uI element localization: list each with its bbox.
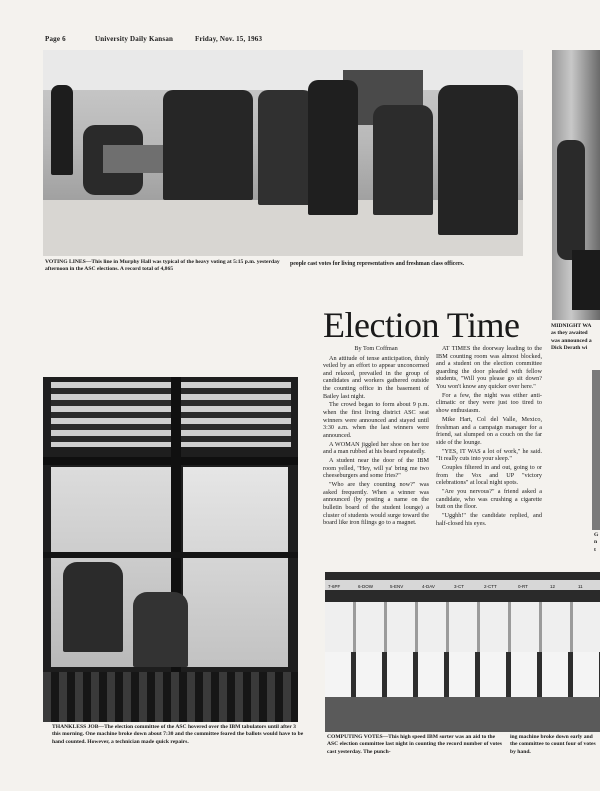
sorter-label: 7-6PF [328,584,341,589]
article-column-1 [323,345,429,565]
sorter-label: 2-CTT [484,584,497,589]
article-paragraph: For a few, the night was either anti-climatic or they were just too tired to show enthusiasm. [436,391,542,415]
computing-votes-caption-continued: ing machine broke down early and the committee to count four of votes by hand. [510,734,596,755]
article-paragraph: "Who are they counting now?" was asked frequently. When a winner was announced (by posting a name on the bulletin board of the student lounge) a cluster of students would surge toward the board like iron filings go to a magnet. [323,481,429,527]
article-headline: Election Time [323,305,520,345]
article-paragraph: A student near the door of the IBM room yelled, "Hey, will ya' bring me two cheeseburgers and some fries?" [323,457,429,480]
article-paragraph: "Ugghh!" the candidate replied, and half-closed his eyes. [436,512,542,527]
article-paragraph: Couples filtered in and out, going to or from the Vox and UP "victory celebrations" at local night spots. [436,464,542,487]
midnight-caption-line: as they awaited [551,330,588,337]
sorter-labels [328,584,598,592]
sorter-label: 6-DOW [358,584,373,589]
article-paragraph: The crowd began to form about 9 p.m. when the first living district ASC seat winners were announced and stayed until 3:30 a.m. when the last winners were announced. [323,401,429,439]
sorter-label: 11 [578,584,583,589]
midnight-photo [552,50,600,320]
sorter-label: 3-CT [454,584,464,589]
voting-lines-photo [43,50,523,256]
computing-votes-photo [325,572,600,732]
voting-lines-caption-continued: people cast votes for living representatives and freshman class officers. [290,261,465,267]
thankless-job-photo [43,377,298,722]
sorter-label: 0-RT [518,584,528,589]
voting-lines-caption: VOTING LINES—This line in Murphy Hall was typical of the heavy voting at 5:15 p.m. yesterday afternoon in the ASC elections. A record total of 4,865 [45,259,280,273]
article-paragraph: A WOMAN jiggled her shoe on her toe and a man rubbed at his beard repeatedly. [323,440,429,456]
article-paragraph: "YES, IT WAS a lot of work," he said. "It really cuts into your sleep." [436,447,542,463]
right-small-caption-line: n [594,539,598,546]
page-number: Page 6 [45,35,66,43]
computing-votes-caption: COMPUTING VOTES—This high speed IBM sorter was an aid to the ASC election committee last night in counting the record number of votes cast yesterday. The punch- [327,734,502,755]
article-paragraph: "Are you nervous?" a friend asked a candidate, who was crushing a cigarette butt on the floor. [436,488,542,511]
thankless-job-caption: THANKLESS JOB—The election committee of the ASC hovered over the IBM tabulators until after 3 this morning. One machine broke down about 7:30 and the committee feared the ballots would have to be hand counted. However, a technician made quick repairs. [52,724,304,745]
article-column-2 [436,345,542,567]
midnight-caption-line: was announced a [551,337,592,344]
midnight-caption-line: Dick Derath wi [551,345,588,352]
midnight-caption [551,323,600,353]
midnight-caption-line: MIDNIGHT WA [551,323,592,329]
article-paragraph: Mike Hart, Col del Valle, Mexico, freshman and a campaign manager for a friend, sat slumped on a couch on the far side of the lounge. [436,415,542,446]
right-small-caption-line: G [594,532,599,538]
sorter-label: 12 [550,584,556,589]
article-paragraph: An attitude of tense anticipation, thinly veiled by an effort to appear unconcerned and relaxed, prevailed in the group of candidates and workers gathered outside the counting office in the basement of Bailey last night. [323,354,429,400]
right-small-caption-line: t [594,546,596,553]
article-byline: By Tom Coffman [354,345,398,352]
newspaper-name: University Daily Kansan [95,35,174,43]
masthead [45,35,555,47]
issue-date: Friday, Nov. 15, 1963 [195,35,263,43]
sorter-label: 5-ENV [390,584,404,589]
right-small-caption [594,532,600,554]
right-small-photo [592,370,600,530]
article-paragraph: AT TIMES the doorway leading to the IBM counting room was almost blocked, and a student on the election committee guarding the door pleaded with fellow students, "Will you please go sit down? You won't know any quicker over here." [436,345,542,390]
sorter-label: 4-DAV [422,584,435,589]
